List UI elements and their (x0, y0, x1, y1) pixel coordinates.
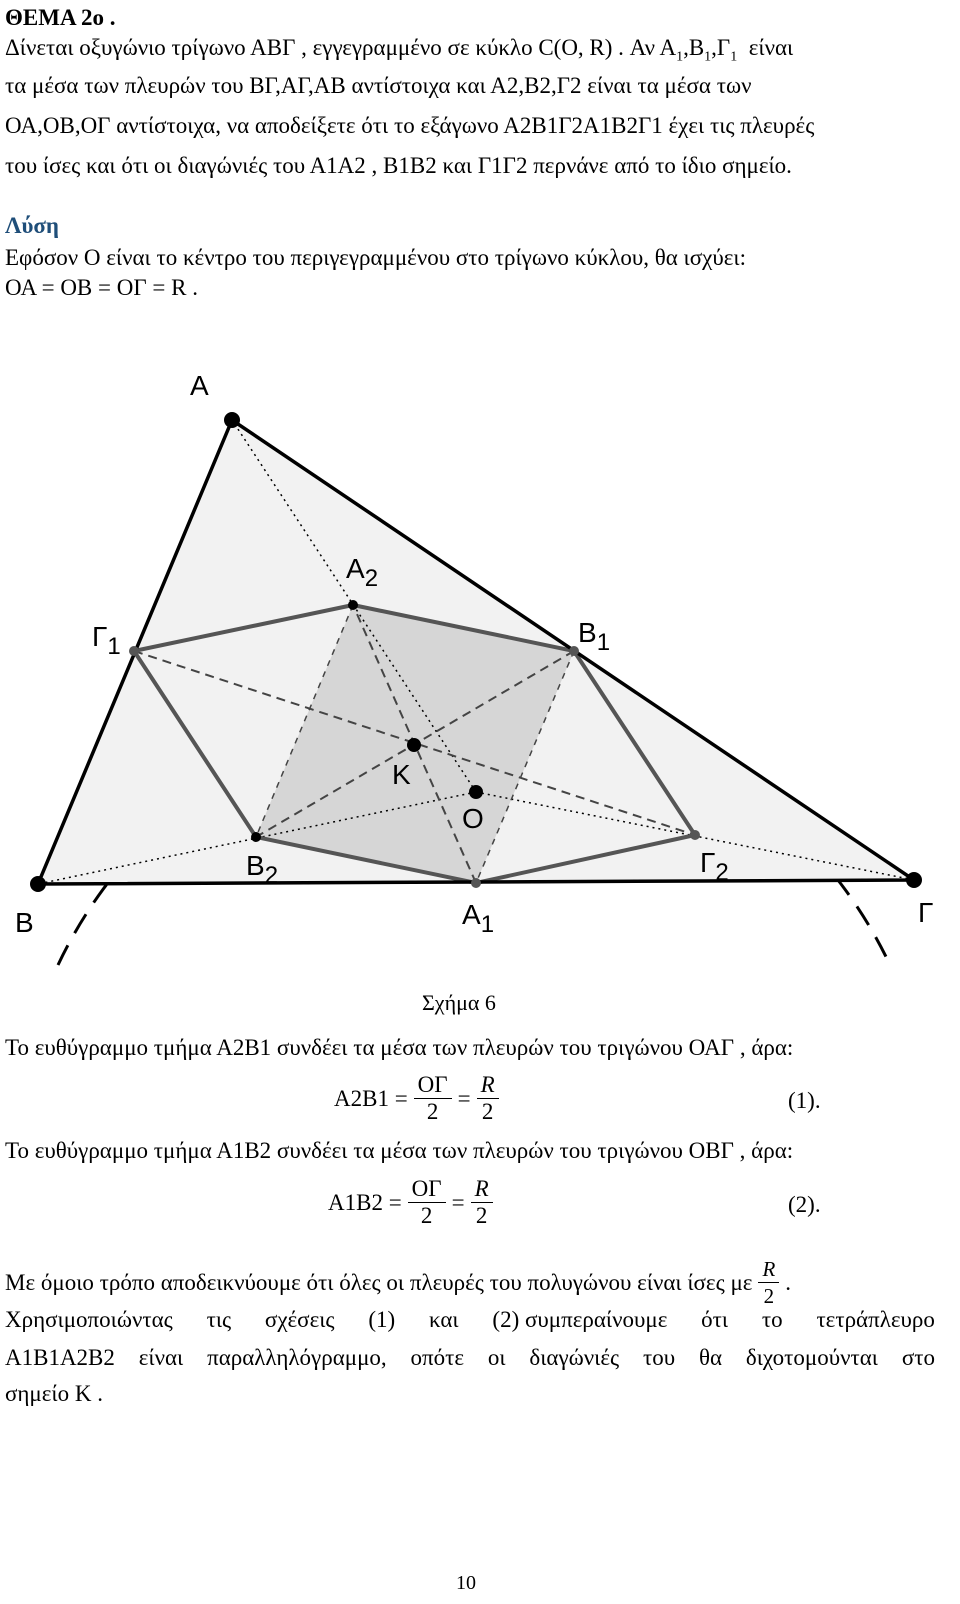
body-paragraph-1: Το ευθύγραμμο τμήμα Α2Β1 συνδέει τα μέσα των πλευρών του τριγώνου ΟΑΓ , άρα: (5, 1035, 794, 1060)
body-paragraph-3: Με όμοιο τρόπο αποδεικνύουμε ότι όλες οι πλευρές του πολυγώνου είναι ίσες με $\frac{R}{2}$ . (5, 1257, 792, 1308)
equation-1-tag: (1). (788, 1088, 821, 1113)
point-o (469, 785, 483, 799)
label-g2: Γ2 (700, 847, 729, 886)
label-a: A (190, 370, 209, 401)
solution-label: Λύση (5, 213, 59, 238)
label-b1: B1 (578, 617, 611, 656)
label-b: B (15, 907, 34, 938)
body-paragraph-6: σημείο K . (5, 1381, 103, 1406)
problem-line-3: ΟΑ,ΟΒ,ΟΓ αντίστοιχα, να αποδείξετε ότι το εξάγωνο Α2Β1Γ2Α1Β2Γ1 έχει τις πλευρές (5, 113, 815, 138)
solution-line-2: ΟΑ = ΟΒ = ΟΓ = R . (5, 275, 198, 300)
problem-line-4: του ίσες και ότι οι διαγώνιές του Α1Α2 , Β1Β2 και Γ1Γ2 περνάνε από το ίδιο σημείο. (5, 153, 792, 178)
label-b2: B2 (246, 850, 279, 889)
equation-1: Α2Β1 = $\frac{O\Gamma}{2}$ = $\frac{R}{2}$ (334, 1072, 505, 1125)
page-number: 10 (456, 1572, 476, 1594)
label-k: K (392, 759, 411, 790)
point-a2 (348, 600, 358, 610)
label-o: O (462, 803, 484, 834)
figure-caption: Σχήμα 6 (422, 990, 496, 1015)
point-a (224, 412, 240, 428)
label-g: Γ (918, 897, 934, 928)
point-g (906, 872, 922, 888)
point-g1 (129, 646, 139, 656)
problem-line-2: τα μέσα των πλευρών του ΒΓ,ΑΓ,ΑΒ αντίστοιχα και Α2,Β2,Γ2 είναι τα μέσα των (5, 73, 752, 98)
problem-line-1: Δίνεται οξυγώνιο τρίγωνο ΑΒΓ , εγγεγραμμένο σε κύκλο C(O, R) . Αν $A_1,B_1,\Gamma_1$ είναι (5, 35, 794, 65)
label-a2: A2 (346, 553, 379, 592)
point-g2 (690, 830, 700, 840)
point-k (407, 738, 421, 752)
equation-2: Α1Β2 = $\frac{O\Gamma}{2}$ = $\frac{R}{2}$ (328, 1176, 499, 1229)
equation-2-tag: (2). (788, 1192, 821, 1217)
body-paragraph-4: Χρησιμοποιώντας τις σχέσεις (1) και (2) συμπεραίνουμε ότι το τετράπλευρο (5, 1307, 935, 1332)
label-a1: A1 (462, 899, 495, 938)
label-g1: Γ1 (92, 621, 121, 660)
body-paragraph-2: Το ευθύγραμμο τμήμα Α1Β2 συνδέει τα μέσα των πλευρών του τριγώνου ΟΒΓ , άρα: (5, 1138, 794, 1163)
point-b (30, 876, 46, 892)
heading: ΘΕΜΑ 2ο . (5, 5, 116, 30)
point-a1 (471, 878, 481, 888)
geometry-figure (0, 330, 960, 970)
solution-line-1: Εφόσον Ο είναι το κέντρο του περιγεγραμμένου στο τρίγωνο κύκλου, θα ισχύει: (5, 245, 746, 270)
point-b2 (251, 832, 261, 842)
body-paragraph-5: Α1Β1Α2Β2 είναι παραλληλόγραμμο, οπότε οι διαγώνιές του θα διχοτομούνται στο (5, 1345, 935, 1370)
